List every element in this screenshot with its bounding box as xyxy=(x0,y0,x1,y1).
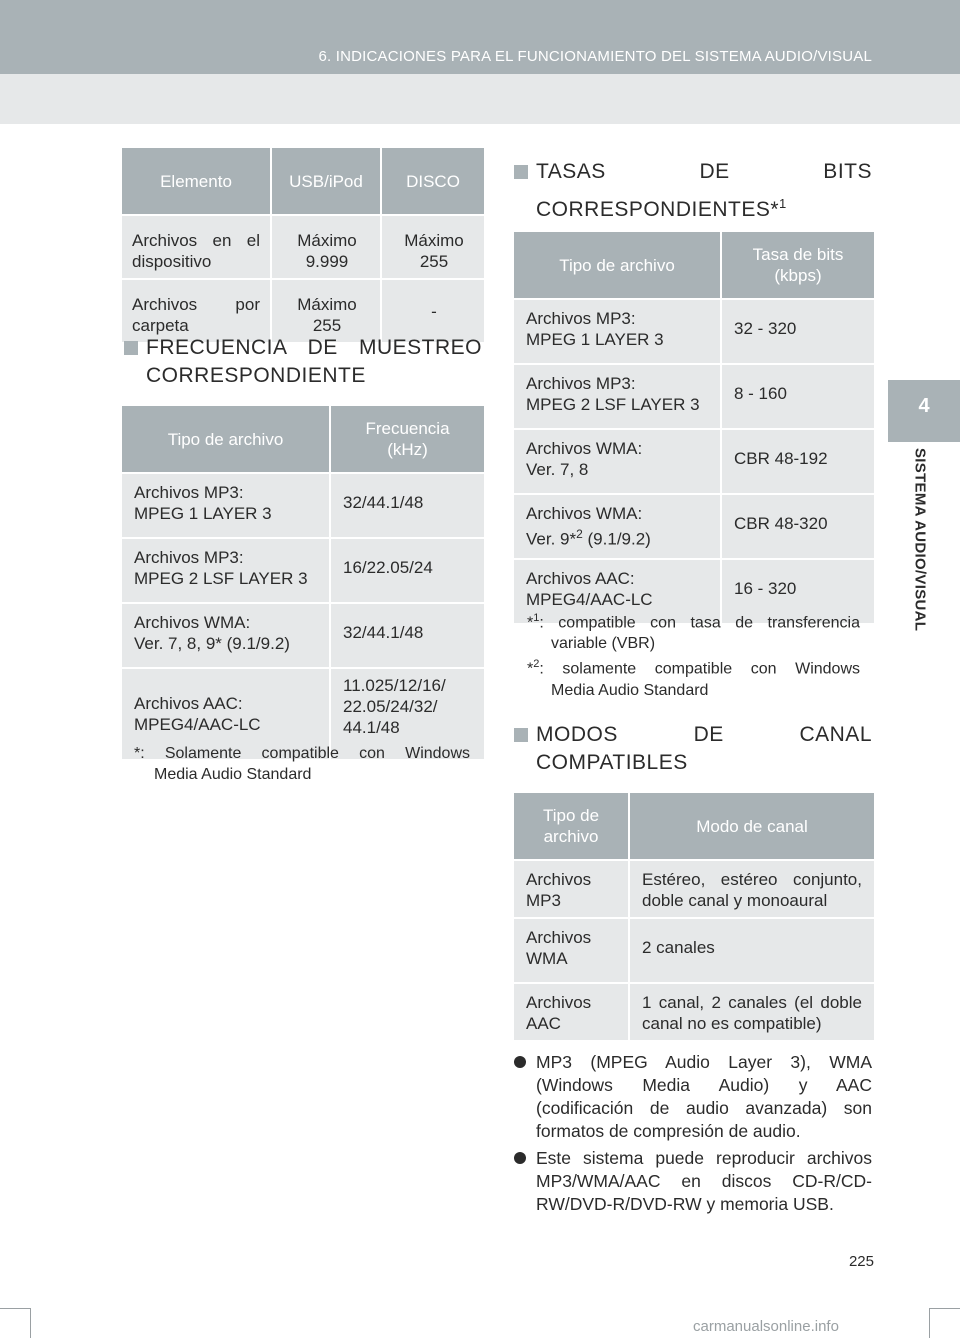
cell-text: 44.1/48 xyxy=(343,718,400,737)
cell-text: Archivos xyxy=(526,928,592,947)
cell-text: 16 - 320 xyxy=(734,579,797,598)
cell-text: Archivos AAC: xyxy=(526,569,635,588)
cell-text: Archivos MP3: xyxy=(526,374,636,393)
footer-watermark: carmanualsonline.info xyxy=(693,1318,839,1335)
heading-frecuencia: FRECUENCIA DE MUESTREO CORRESPONDIENTE xyxy=(124,334,482,390)
crop-mark xyxy=(929,1308,930,1338)
footnote-ref: 2 xyxy=(576,527,583,541)
cell-text: 32 - 320 xyxy=(734,319,797,338)
cell-text: carpeta xyxy=(132,316,189,335)
crop-mark xyxy=(30,1308,31,1338)
cell-text: Máximo xyxy=(297,231,357,250)
cell-text: Archivos WMA: xyxy=(526,504,643,523)
cell-text: MPEG 1 LAYER 3 xyxy=(134,504,272,523)
header-modo-de-canal: Modo de canal xyxy=(628,793,874,859)
section-side-label: SISTEMA AUDIO/VISUAL xyxy=(911,448,929,632)
cell-text: MPEG4/AAC-LC xyxy=(134,715,261,734)
cell-text: Archivos MP3: xyxy=(134,548,244,567)
cell-text: 9.999 xyxy=(305,252,349,271)
cell-text: (9.1/9.2) xyxy=(582,529,651,549)
chapter-number: 4 xyxy=(918,395,930,417)
table-row xyxy=(122,604,484,667)
table-row xyxy=(514,984,874,1040)
table-row xyxy=(122,474,484,537)
table-row xyxy=(514,919,874,982)
crop-mark xyxy=(930,1308,960,1309)
page-number: 225 xyxy=(848,1253,874,1270)
header-disco: DISCO xyxy=(380,148,484,214)
cell-text: MPEG 2 LSF LAYER 3 xyxy=(134,569,308,588)
cell-text: WMA xyxy=(526,949,568,968)
frequency-footnote: *: Solamente compatible con Windows Media Audio Standard xyxy=(134,745,470,783)
header-subband xyxy=(0,74,960,124)
cell-text: MPEG 1 LAYER 3 xyxy=(526,330,664,349)
cell-text: - xyxy=(431,301,437,321)
cell-text: doble canal y monoaural xyxy=(642,891,828,910)
bit-rate-footnotes: *$^1$: compatible con tasa de transferencia variable (VBR) *$^2$: solamente compatible con Windows Media Audio Standard xyxy=(527,612,860,699)
header-usb-ipod: USB/iPod xyxy=(270,148,380,214)
channel-modes-table xyxy=(514,791,874,1042)
cell-text: CBR 48-192 xyxy=(734,449,828,468)
heading-square-icon xyxy=(124,341,138,355)
table-row xyxy=(122,539,484,602)
header-tasa-de-bits: Tasa de bits (kbps) xyxy=(720,232,874,298)
cell-text: Ver. 9* xyxy=(526,529,577,549)
table-row xyxy=(122,216,484,278)
heading-tasas-de-bits: TASAS DE BITS CORRESPONDIENTES*$^1$ xyxy=(514,156,872,226)
table-row xyxy=(514,861,874,917)
cell-text: Archivos MP3: xyxy=(526,309,636,328)
file-limits-table xyxy=(122,146,484,344)
bit-rate-table xyxy=(514,230,874,625)
cell-text: Archivos WMA: xyxy=(134,613,251,632)
heading-square-icon xyxy=(514,165,528,179)
cell-text: Máximo xyxy=(297,295,357,314)
header-tipo-archivo: Tipo de archivo xyxy=(514,793,628,859)
cell-text: 16/22.05/24 xyxy=(343,558,433,577)
heading-square-icon xyxy=(514,728,528,742)
cell-text: AAC xyxy=(526,1014,561,1033)
bullet-playback: Este sistema puede reproducir archivos MP3/WMA/AAC en discos CD-R/CD- RW/DVD-R/DVD-RW y memoria USB. xyxy=(514,1147,872,1216)
cell-text: Archivos WMA: xyxy=(526,439,643,458)
table-row xyxy=(514,495,874,558)
bullet-formats: MP3 (MPEG Audio Layer 3), WMA (Windows Media Audio) y AAC (codificación de audio avanzada) son formatos de compresión de audio. xyxy=(514,1051,872,1143)
cell-text: Archivos por xyxy=(132,295,260,314)
bullet-icon xyxy=(514,1056,526,1068)
cell-text: 32/44.1/48 xyxy=(343,493,424,512)
cell-text: 1 canal, 2 canales (el doble xyxy=(642,993,862,1012)
table-row xyxy=(514,365,874,428)
cell-text: dispositivo xyxy=(132,252,212,271)
cell-text: Archivos xyxy=(526,870,592,889)
cell-text: Ver. 7, 8, 9* (9.1/9.2) xyxy=(134,634,290,653)
chapter-title: 6. INDICACIONES PARA EL FUNCIONAMIENTO DEL SISTEMA AUDIO/VISUAL xyxy=(318,48,872,65)
cell-text: 2 canales xyxy=(642,938,715,957)
crop-mark xyxy=(0,1308,30,1309)
table-row xyxy=(514,430,874,493)
cell-text: Archivos AAC: xyxy=(134,694,243,713)
cell-text: 22.05/24/32/ xyxy=(343,697,438,716)
header-tipo-archivo: Tipo de archivo xyxy=(514,232,720,298)
cell-text: 8 - 160 xyxy=(734,384,787,403)
sampling-frequency-table xyxy=(122,404,484,761)
bullet-icon xyxy=(514,1152,526,1164)
header-elemento: Elemento xyxy=(122,148,270,214)
cell-text: Archivos en el xyxy=(132,231,260,250)
cell-text: 11.025/12/16/ xyxy=(343,676,446,695)
table-row xyxy=(122,280,484,342)
cell-text: canal no es compatible) xyxy=(642,1014,822,1033)
cell-text: Ver. 7, 8 xyxy=(526,460,589,479)
cell-text: 255 xyxy=(312,316,342,335)
cell-text: Archivos xyxy=(526,993,592,1012)
cell-text: CBR 48-320 xyxy=(734,514,828,533)
cell-text: MPEG 2 LSF LAYER 3 xyxy=(526,395,700,414)
header-tipo-archivo: Tipo de archivo xyxy=(122,406,329,472)
cell-text: MP3 xyxy=(526,891,561,910)
cell-text: Archivos MP3: xyxy=(134,483,244,502)
cell-text: Estéreo, estéreo conjunto, xyxy=(642,870,862,889)
header-frecuencia: Frecuencia (kHz) xyxy=(329,406,484,472)
cell-text: Máximo xyxy=(404,231,464,250)
heading-modos-de-canal: MODOS DE CANAL COMPATIBLES xyxy=(514,721,872,777)
cell-text: MPEG4/AAC-LC xyxy=(526,590,653,609)
cell-text: 32/44.1/48 xyxy=(343,623,424,642)
cell-text: 255 xyxy=(419,252,449,271)
table-row xyxy=(514,300,874,363)
